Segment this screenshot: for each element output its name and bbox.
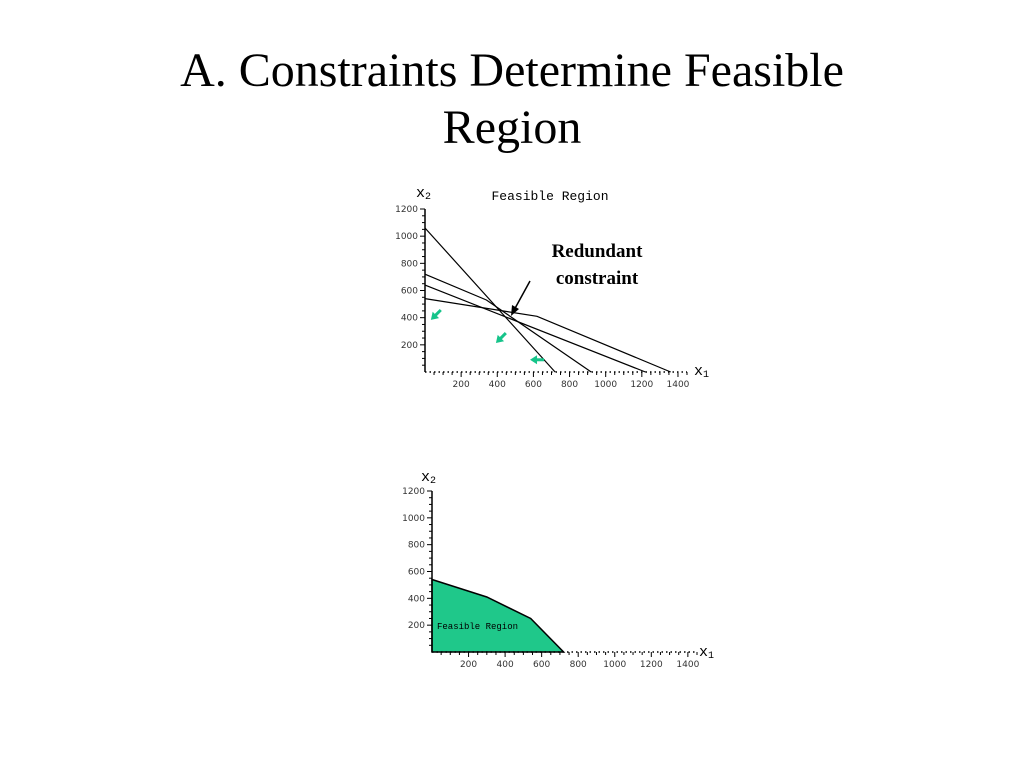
x-var: x (699, 644, 709, 661)
y-tick-label: 600 (400, 286, 418, 297)
y-tick-label: 200 (400, 340, 418, 351)
x-tick-label: 600 (533, 660, 551, 670)
constraints-chart-title: Feasible Region (491, 189, 609, 204)
y-tick-label: 400 (407, 594, 425, 605)
x-tick-label: 200 (459, 660, 478, 670)
y-tick-label: 1000 (402, 513, 425, 524)
x-var: x (694, 363, 704, 380)
y-var: x (416, 185, 426, 202)
x-tick-label: 1200 (639, 660, 663, 670)
x-tick-label: 600 (524, 380, 543, 390)
y-var-sub: 2 (425, 192, 432, 203)
x-tick-label: 1000 (594, 380, 618, 390)
y-tick-label: 800 (407, 540, 425, 551)
y-var: x (421, 469, 431, 486)
y-tick-label: 800 (400, 259, 418, 270)
feasible-chart-y-axis-label (421, 469, 436, 487)
x-tick-label: 800 (560, 380, 579, 390)
y-tick-label: 1000 (395, 232, 418, 243)
feasible-chart-x-axis-label (699, 644, 714, 662)
y-tick-label: 600 (407, 567, 425, 578)
y-tick-label: 200 (407, 621, 425, 632)
slide-title-line-1: A. Constraints Determine Feasible (180, 44, 844, 97)
redundant-annotation-line-1: Redundant (551, 241, 643, 262)
y-var-sub: 2 (430, 476, 437, 487)
x-tick-label: 400 (488, 380, 506, 390)
x-tick-label: 1200 (630, 380, 654, 390)
y-tick-label: 400 (400, 313, 418, 324)
feasible-region-area (432, 580, 564, 653)
x-tick-label: 1000 (603, 660, 627, 670)
x-tick-label: 400 (496, 660, 514, 670)
feasible-region-polygon (432, 580, 564, 653)
x-tick-label: 1400 (676, 660, 700, 670)
y-tick-label: 1200 (402, 487, 425, 497)
x-var-sub: 1 (703, 370, 710, 381)
y-tick-label: 1200 (395, 205, 418, 215)
feasible-region-label: Feasible Region (437, 622, 519, 632)
slide-title-line-2: Region (442, 101, 582, 154)
x-tick-label: 800 (569, 660, 587, 670)
x-var-sub: 1 (708, 651, 715, 662)
x-tick-label: 200 (452, 380, 470, 390)
x-tick-label: 1400 (666, 380, 690, 390)
redundant-annotation-line-2: constraint (555, 268, 639, 289)
